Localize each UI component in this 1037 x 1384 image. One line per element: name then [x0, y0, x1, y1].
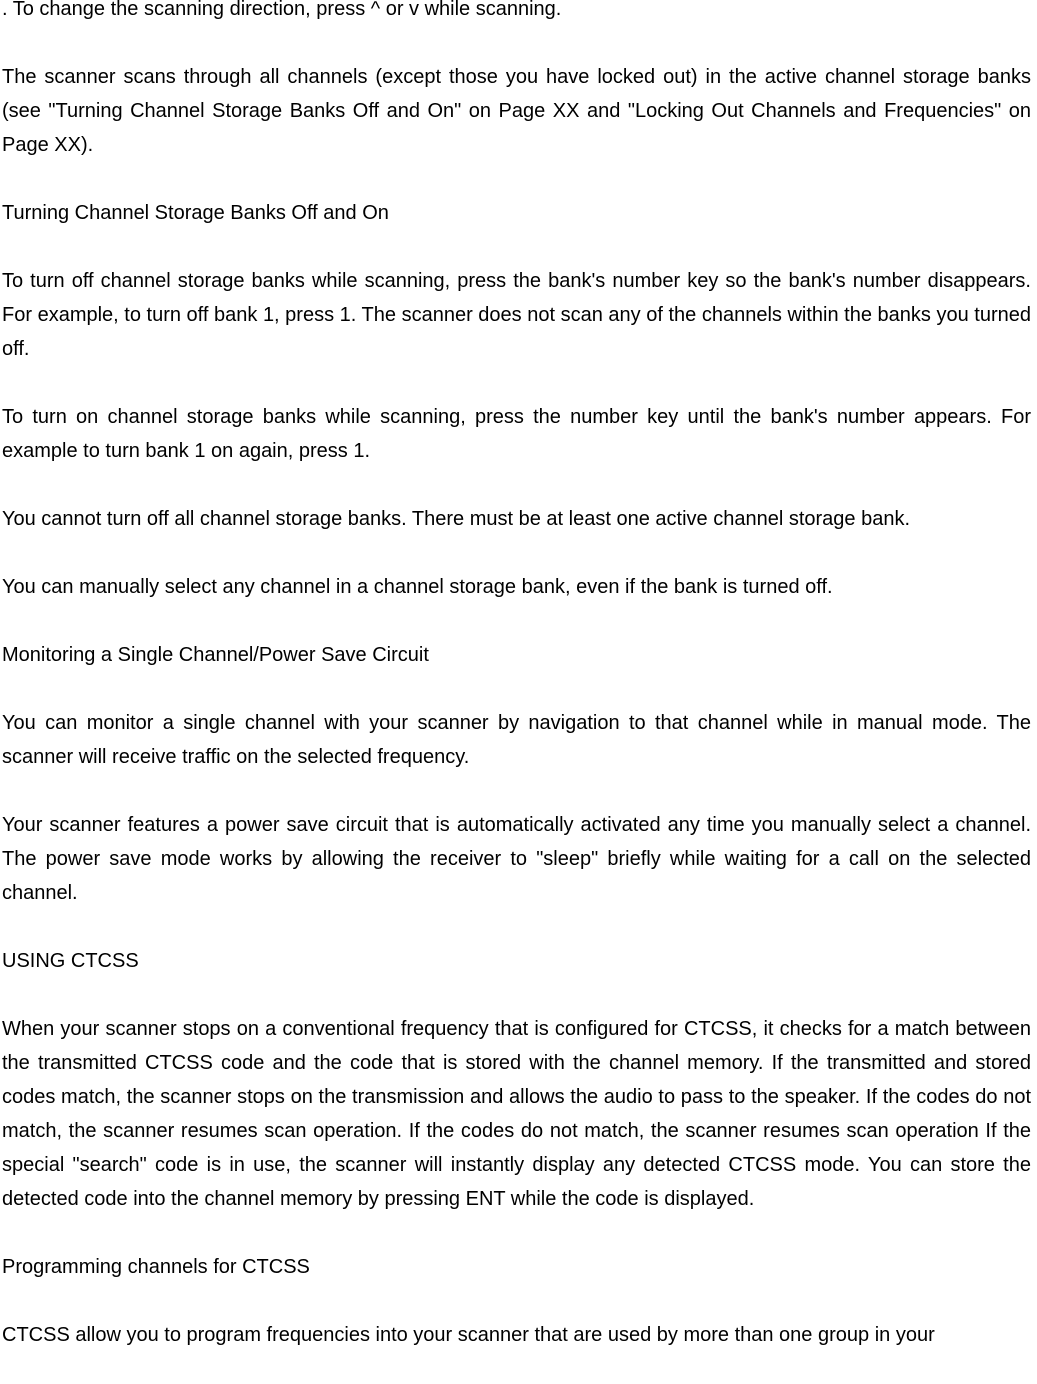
- paragraph-cannot-turn-off-all-banks: You cannot turn off all channel storage banks. There must be at least one active channel storage bank.: [2, 508, 911, 530]
- section-heading-turning-banks-off-on: Turning Channel Storage Banks Off and On: [2, 202, 389, 224]
- section-heading-programming-ctcss: Programming channels for CTCSS: [2, 1256, 310, 1278]
- paragraph-turn-on-banks: To turn on channel storage banks while scanning, press the number key until the bank's number appears. For example to turn bank 1 on again, press 1.: [2, 406, 1031, 462]
- paragraph-power-save-circuit: Your scanner features a power save circuit that is automatically activated any time you manually select a channel. The power save mode works by allowing the receiver to "sleep" briefly while waiting for a call on the selected channel.: [2, 814, 1031, 904]
- paragraph-ctcss-match: When your scanner stops on a conventional frequency that is configured for CTCSS, it checks for a match between the transmitted CTCSS code and the code that is stored with the channel memory. If the transmitted and stored codes match, the scanner stops on the transmission and allows the audio to pass to the speaker. If the codes do not match, the scanner resumes scan operation. If the codes do not match, the scanner resumes scan operation If the special "search" code is in use, the scanner will instantly display any detected CTCSS mode. You can store the detected code into the channel memory by pressing ENT while the code is displayed.: [2, 1018, 1031, 1210]
- section-heading-monitoring-single-channel: Monitoring a Single Channel/Power Save Circuit: [2, 644, 429, 666]
- section-heading-using-ctcss: USING CTCSS: [2, 950, 139, 972]
- paragraph-scanner-scans-channels: The scanner scans through all channels (except those you have locked out) in the active channel storage banks (see "Turning Channel Storage Banks Off and On" on Page XX and "Locking Out Channels and Frequencies" on Page XX).: [2, 66, 1031, 156]
- paragraph-scanning-direction: . To change the scanning direction, press ^ or v while scanning.: [2, 0, 562, 20]
- paragraph-turn-off-banks: To turn off channel storage banks while scanning, press the bank's number key so the bank's number disappears. For example, to turn off bank 1, press 1. The scanner does not scan any of the channels within the banks you turned off.: [2, 270, 1031, 360]
- paragraph-monitor-single-channel: You can monitor a single channel with your scanner by navigation to that channel while in manual mode. The scanner will receive traffic on the selected frequency.: [2, 712, 1031, 768]
- paragraph-manually-select-channel: You can manually select any channel in a channel storage bank, even if the bank is turned off.: [2, 576, 833, 598]
- paragraph-ctcss-program-frequencies: CTCSS allow you to program frequencies into your scanner that are used by more than one group in your: [2, 1324, 935, 1346]
